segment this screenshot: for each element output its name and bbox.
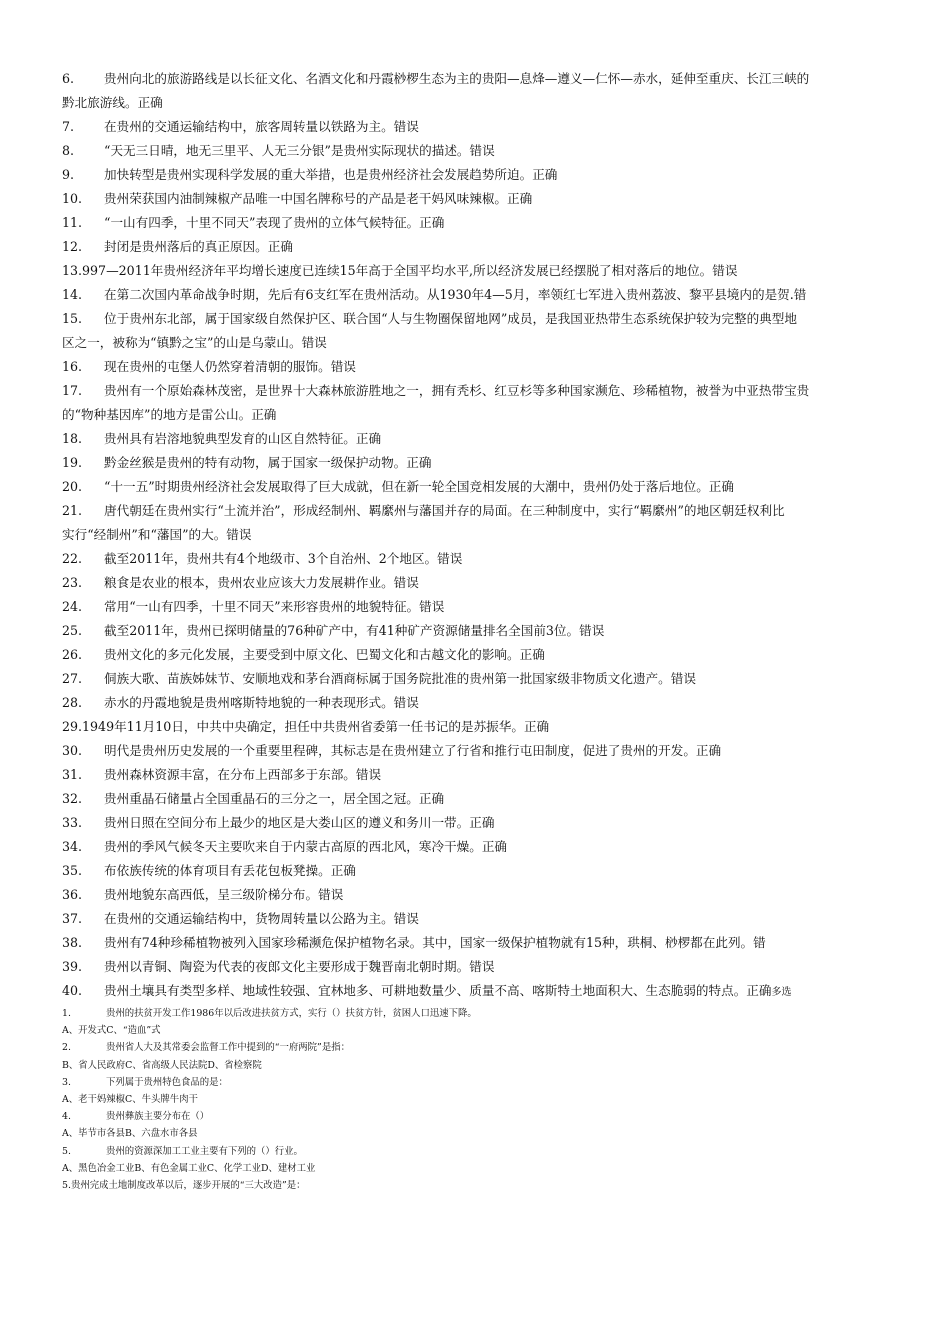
question-text: 黔金丝猴是贵州的特有动物，属于国家一级保护动物。正确 — [104, 455, 432, 470]
answer-options: A、开发式C、“造血”式 — [62, 1025, 161, 1037]
tf-question-item — [62, 139, 892, 163]
question-text: 赤水的丹霞地貌是贵州喀斯特地貌的一种表现形式。错误 — [104, 695, 419, 710]
tf-question-item — [62, 979, 892, 1005]
question-text: 唐代朝廷在贵州实行“土流并治”，形成经制州、羁縻州与藩国并存的局面。在三种制度中，实行“羁縻州”的地区朝廷权利比 — [104, 503, 785, 518]
question-text: 粮食是农业的根本，贵州农业应该大力发展耕作业。错误 — [104, 575, 419, 590]
mc-answer-line — [62, 1057, 892, 1074]
tf-question-item — [62, 859, 892, 883]
tf-question-item — [62, 691, 892, 715]
tf-question-item — [62, 283, 892, 307]
question-number: 2. — [62, 1042, 71, 1054]
question-text: 贵州土壤具有类型多样、地域性较强、宜林地多、可耕地数量少、质量不高、喀斯特土地面积大、生态脆弱的特点。正确 — [104, 983, 772, 998]
tf-question-item — [62, 595, 892, 619]
question-text: 下列属于贵州特色食品的是： — [106, 1076, 228, 1088]
mc-question-line — [62, 1074, 892, 1091]
mc-question-line — [62, 1143, 892, 1160]
tf-question-item — [62, 379, 892, 427]
tf-question-item — [62, 259, 892, 283]
question-text: 贵州以青铜、陶瓷为代表的夜郎文化主要形成于魏晋南北朝时期。错误 — [104, 959, 495, 974]
question-text: 贵州彝族主要分布在（） — [106, 1111, 210, 1123]
question-number: 37. — [62, 911, 83, 926]
tf-question-item — [62, 67, 892, 115]
mc-answer-line — [62, 1125, 892, 1142]
tf-question-item — [62, 307, 892, 355]
question-text: 贵州的季风气候冬天主要吹来自于内蒙古高原的西北风，寒冷干燥。正确 — [104, 839, 507, 854]
tf-question-item — [62, 907, 892, 931]
answer-options: A、老干妈辣椒C、牛头牌牛肉干 — [62, 1094, 198, 1106]
question-number: 32. — [62, 791, 83, 806]
question-text: 997—2011年贵州经济年平均增长速度已连续15年高于全国平均水平,所以经济发展已经摆脱了相对落后的地位。错误 — [82, 263, 738, 278]
tf-question-item — [62, 211, 892, 235]
mc-answer-line — [62, 1091, 892, 1108]
question-number: 8. — [62, 143, 75, 158]
mc-question-line — [62, 1005, 892, 1022]
question-text: 贵州的扶贫开发工作1986年以后改进扶贫方式，实行（）扶贫方针，贫困人口迅速下降。 — [106, 1008, 477, 1019]
question-text: 贵州的资源深加工工业主要有下列的（）行业。 — [106, 1145, 303, 1157]
question-text: “一山有四季，十里不同天”表现了贵州的立体气候特征。正确 — [104, 215, 445, 230]
question-text: 封闭是贵州落后的真正原因。正确 — [104, 239, 293, 254]
tf-question-item — [62, 835, 892, 859]
tf-question-item — [62, 787, 892, 811]
tf-question-item — [62, 451, 892, 475]
question-number: 20. — [62, 479, 83, 494]
question-number: 40. — [62, 983, 83, 998]
question-number: 27. — [62, 671, 83, 686]
question-number: 19. — [62, 455, 83, 470]
question-text: 截至2011年，贵州共有4个地级市、3个自治州、2个地区。错误 — [104, 551, 463, 566]
tf-question-item — [62, 547, 892, 571]
tf-question-item — [62, 235, 892, 259]
question-text-continuation: 的“物种基因库”的地方是雷公山。正确 — [62, 407, 277, 422]
tf-question-item — [62, 427, 892, 451]
question-text: 1949年11月10日，中共中央确定，担任中共贵州省委第一任书记的是苏振华。正确 — [82, 719, 550, 734]
question-number: 28. — [62, 695, 83, 710]
question-text: 截至2011年，贵州已探明储量的76种矿产中，有41种矿产资源储量排名全国前3位。错误 — [104, 623, 605, 638]
question-text: 贵州向北的旅游路线是以长征文化、名酒文化和丹霞桫椤生态为主的贵阳—息烽—遵义—仁怀—赤水，延伸至重庆、长江三峡的 — [104, 71, 810, 86]
question-text: 贵州省人大及其常委会监督工作中提到的“一府两院”是指： — [106, 1042, 350, 1054]
question-number: 14. — [62, 287, 83, 302]
question-number: 38. — [62, 935, 83, 950]
question-text: 明代是贵州历史发展的一个重要里程碑，其标志是在贵州建立了行省和推行屯田制度，促进了贵州的开发。正确 — [104, 743, 722, 758]
question-number: 23. — [62, 575, 83, 590]
question-number: 4. — [62, 1111, 71, 1123]
question-text: “十一五”时期贵州经济社会发展取得了巨大成就，但在新一轮全国竞相发展的大潮中，贵州仍处于落后地位。正确 — [104, 479, 734, 494]
tf-question-item — [62, 715, 892, 739]
question-text: 贵州日照在空间分布上最少的地区是大娄山区的遵义和务川一带。正确 — [104, 815, 495, 830]
tf-question-item — [62, 115, 892, 139]
true-false-question-list — [62, 67, 892, 1005]
question-number: 15. — [62, 311, 83, 326]
question-number: 30. — [62, 743, 83, 758]
question-text-continuation: 实行“经制州”和“藩国”的大。错误 — [62, 527, 252, 542]
question-text: 在第二次国内革命战争时期，先后有6支红军在贵州活动。从1930年4—5月，率领红七军进入贵州荔波、黎平县境内的是贺.错 — [104, 287, 807, 302]
question-text: 贵州森林资源丰富，在分布上西部多于东部。错误 — [104, 767, 382, 782]
answer-options: A、黑色冶金工业B、有色金属工业C、化学工业D、建材工业 — [62, 1162, 316, 1174]
question-number: 24. — [62, 599, 83, 614]
question-text: 在贵州的交通运输结构中，货物周转量以公路为主。错误 — [104, 911, 419, 926]
question-text: 侗族大歌、苗族姊妹节、安顺地戏和茅台酒商标属于国务院批准的贵州第一批国家级非物质文化遗产。错误 — [104, 671, 696, 686]
tf-question-item — [62, 883, 892, 907]
tf-question-item — [62, 931, 892, 955]
question-text: 位于贵州东北部，属于国家级自然保护区、联合国“人与生物圈保留地网”成员，是我国亚热带生态系统保护较为完整的典型地 — [104, 311, 797, 326]
tf-question-item — [62, 187, 892, 211]
question-text-continuation: 区之一，被称为“镇黔之宝”的山是乌蒙山。错误 — [62, 335, 327, 350]
question-number: 39. — [62, 959, 83, 974]
question-number: 17. — [62, 383, 83, 398]
question-number: 29. — [62, 719, 83, 734]
question-text: 常用“一山有四季，十里不同天”来形容贵州的地貌特征。错误 — [104, 599, 445, 614]
question-text: 贵州具有岩溶地貌典型发育的山区自然特征。正确 — [104, 431, 382, 446]
question-text: 布依族传统的体育项目有丢花包板凳操。正确 — [104, 863, 356, 878]
question-number: 1. — [62, 1008, 71, 1019]
tf-question-item — [62, 763, 892, 787]
question-number: 11. — [62, 215, 83, 230]
question-number: 22. — [62, 551, 83, 566]
question-text: “天无三日晴，地无三里平、人无三分银”是贵州实际现状的描述。错误 — [104, 143, 495, 158]
question-text-continuation: 黔北旅游线。正确 — [62, 95, 163, 110]
question-number: 13. — [62, 263, 83, 278]
mc-question-line — [62, 1039, 892, 1056]
question-text: 贵州文化的多元化发展，主要受到中原文化、巴蜀文化和古越文化的影响。正确 — [104, 647, 545, 662]
question-number: 34. — [62, 839, 83, 854]
question-number: 7. — [62, 119, 75, 134]
question-text: 贵州有74种珍稀植物被列入国家珍稀濒危保护植物名录。其中，国家一级保护植物就有15种，珙桐、桫椤都在此列。错 — [104, 935, 766, 950]
answer-options: B、省人民政府C、省高级人民法院D、省检察院 — [62, 1059, 262, 1071]
question-number: 5. — [62, 1180, 71, 1192]
mc-answer-line — [62, 1022, 892, 1039]
tf-question-item — [62, 739, 892, 763]
question-number: 6. — [62, 71, 75, 86]
mc-question-line — [62, 1108, 892, 1125]
question-number: 25. — [62, 623, 83, 638]
question-number: 35. — [62, 863, 83, 878]
question-number: 10. — [62, 191, 83, 206]
tf-question-item — [62, 475, 892, 499]
tf-question-item — [62, 955, 892, 979]
question-number: 31. — [62, 767, 83, 782]
question-number: 3. — [62, 1076, 71, 1088]
tf-question-item — [62, 643, 892, 667]
mc-question-line — [62, 1177, 892, 1194]
tf-question-item — [62, 811, 892, 835]
mc-answer-line — [62, 1160, 892, 1177]
answer-options: A、毕节市各县B、六盘水市各县 — [62, 1128, 198, 1140]
question-number: 21. — [62, 503, 83, 518]
section-heading-multiple-choice: 多选 — [771, 987, 792, 998]
question-text: 在贵州的交通运输结构中，旅客周转量以铁路为主。错误 — [104, 119, 419, 134]
question-number: 36. — [62, 887, 83, 902]
question-text: 现在贵州的屯堡人仍然穿着清朝的服饰。错误 — [104, 359, 356, 374]
question-number: 5. — [62, 1145, 71, 1157]
tf-question-item — [62, 355, 892, 379]
question-text: 贵州地貌东高西低，呈三级阶梯分布。错误 — [104, 887, 344, 902]
question-number: 26. — [62, 647, 83, 662]
question-number: 16. — [62, 359, 83, 374]
question-text: 加快转型是贵州实现科学发展的重大举措，也是贵州经济社会发展趋势所迫。正确 — [104, 167, 558, 182]
question-number: 18. — [62, 431, 83, 446]
tf-question-item — [62, 163, 892, 187]
tf-question-item — [62, 499, 892, 547]
question-text: 贵州荣获国内油制辣椒产品唯一中国名牌称号的产品是老干妈风味辣椒。正确 — [104, 191, 533, 206]
question-text: 贵州有一个原始森林茂密，是世界十大森林旅游胜地之一，拥有秃杉、红豆杉等多种国家濒危、珍稀植物，被誉为中亚热带宝贵 — [104, 383, 810, 398]
multiple-choice-section — [62, 1005, 892, 1194]
question-number: 33. — [62, 815, 83, 830]
tf-question-item — [62, 571, 892, 595]
question-number: 12. — [62, 239, 83, 254]
question-text: 贵州完成土地制度改革以后，逐步开展的“三大改造”是： — [70, 1180, 306, 1192]
question-number: 9. — [62, 167, 75, 182]
tf-question-item — [62, 667, 892, 691]
tf-question-item — [62, 619, 892, 643]
question-text: 贵州重晶石储量占全国重晶石的三分之一，居全国之冠。正确 — [104, 791, 445, 806]
